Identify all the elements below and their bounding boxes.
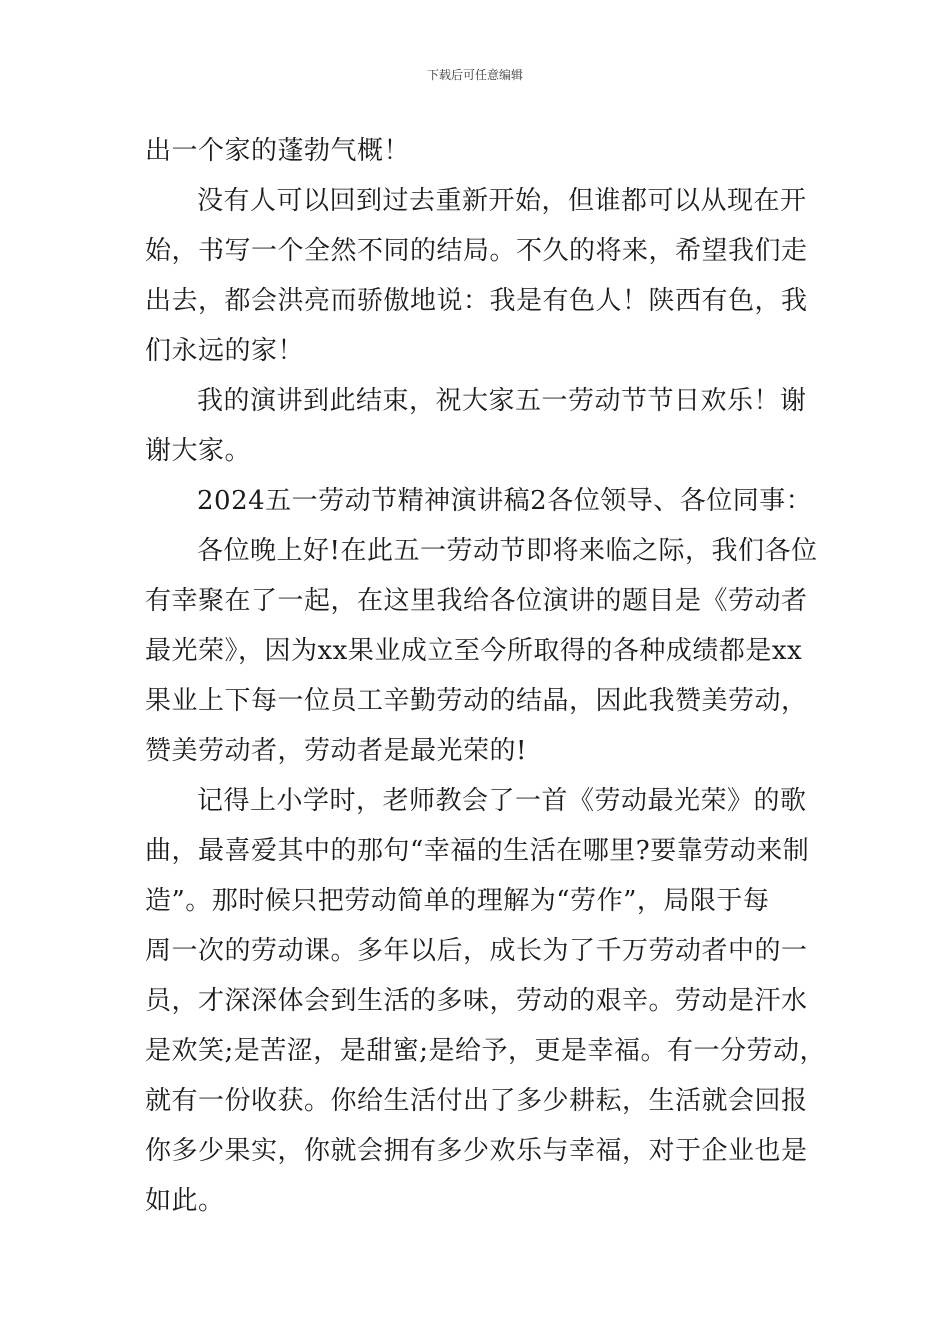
text-line: 就有一份收获。你给生活付出了多少耕耘，生活就会回报 bbox=[145, 1086, 808, 1116]
section-title: 2024五一劳动节精神演讲稿2各位领导、各位同事： bbox=[197, 486, 813, 516]
text-line: 曲，最喜爱其中的那句“幸福的生活在哪里?要靠劳动来制 bbox=[145, 836, 810, 866]
text-line: 没有人可以回到过去重新开始，但谁都可以从现在开 bbox=[197, 186, 807, 216]
text-line: 谢大家。 bbox=[145, 436, 252, 466]
text-line: 你多少果实，你就会拥有多少欢乐与幸福，对于企业也是 bbox=[145, 1136, 808, 1166]
text-line: 们永远的家！ bbox=[145, 336, 305, 366]
text-line: 出去，都会洪亮而骄傲地说：我是有色人！陕西有色，我 bbox=[145, 286, 808, 316]
text-line: 始，书写一个全然不同的结局。不久的将来，希望我们走 bbox=[145, 236, 808, 266]
text-line: 周一次的劳动课。多年以后，成长为了千万劳动者中的一 bbox=[145, 936, 808, 966]
text-line: 记得上小学时，老师教会了一首《劳动最光荣》的歌 bbox=[197, 786, 807, 816]
text-line: 果业上下每一位员工辛勤劳动的结晶，因此我赞美劳动， bbox=[145, 686, 808, 716]
text-line: 我的演讲到此结束，祝大家五一劳动节节日欢乐！谢 bbox=[197, 386, 807, 416]
page-header: 下载后可任意编辑 bbox=[426, 68, 523, 82]
text-line: 最光荣》，因为xx果业成立至今所取得的各种成绩都是xx bbox=[145, 636, 803, 666]
text-line: 出一个家的蓬勃气概！ bbox=[145, 136, 411, 166]
text-line: 各位晚上好!在此五一劳动节即将来临之际，我们各位 bbox=[197, 536, 818, 566]
document-body bbox=[145, 126, 825, 1226]
text-line: 是欢笑;是苦涩，是甜蜜;是给予，更是幸福。有一分劳动， bbox=[145, 1036, 827, 1066]
text-line: 如此。 bbox=[145, 1186, 225, 1216]
text-line: 员，才深深体会到生活的多味，劳动的艰辛。劳动是汗水 bbox=[145, 986, 808, 1016]
text-line: 赞美劳动者，劳动者是最光荣的! bbox=[145, 736, 527, 766]
text-line: 有幸聚在了一起，在这里我给各位演讲的题目是《劳动者 bbox=[145, 586, 808, 616]
text-line: 造”。那时候只把劳动简单的理解为“劳作”，局限于每 bbox=[145, 886, 770, 916]
